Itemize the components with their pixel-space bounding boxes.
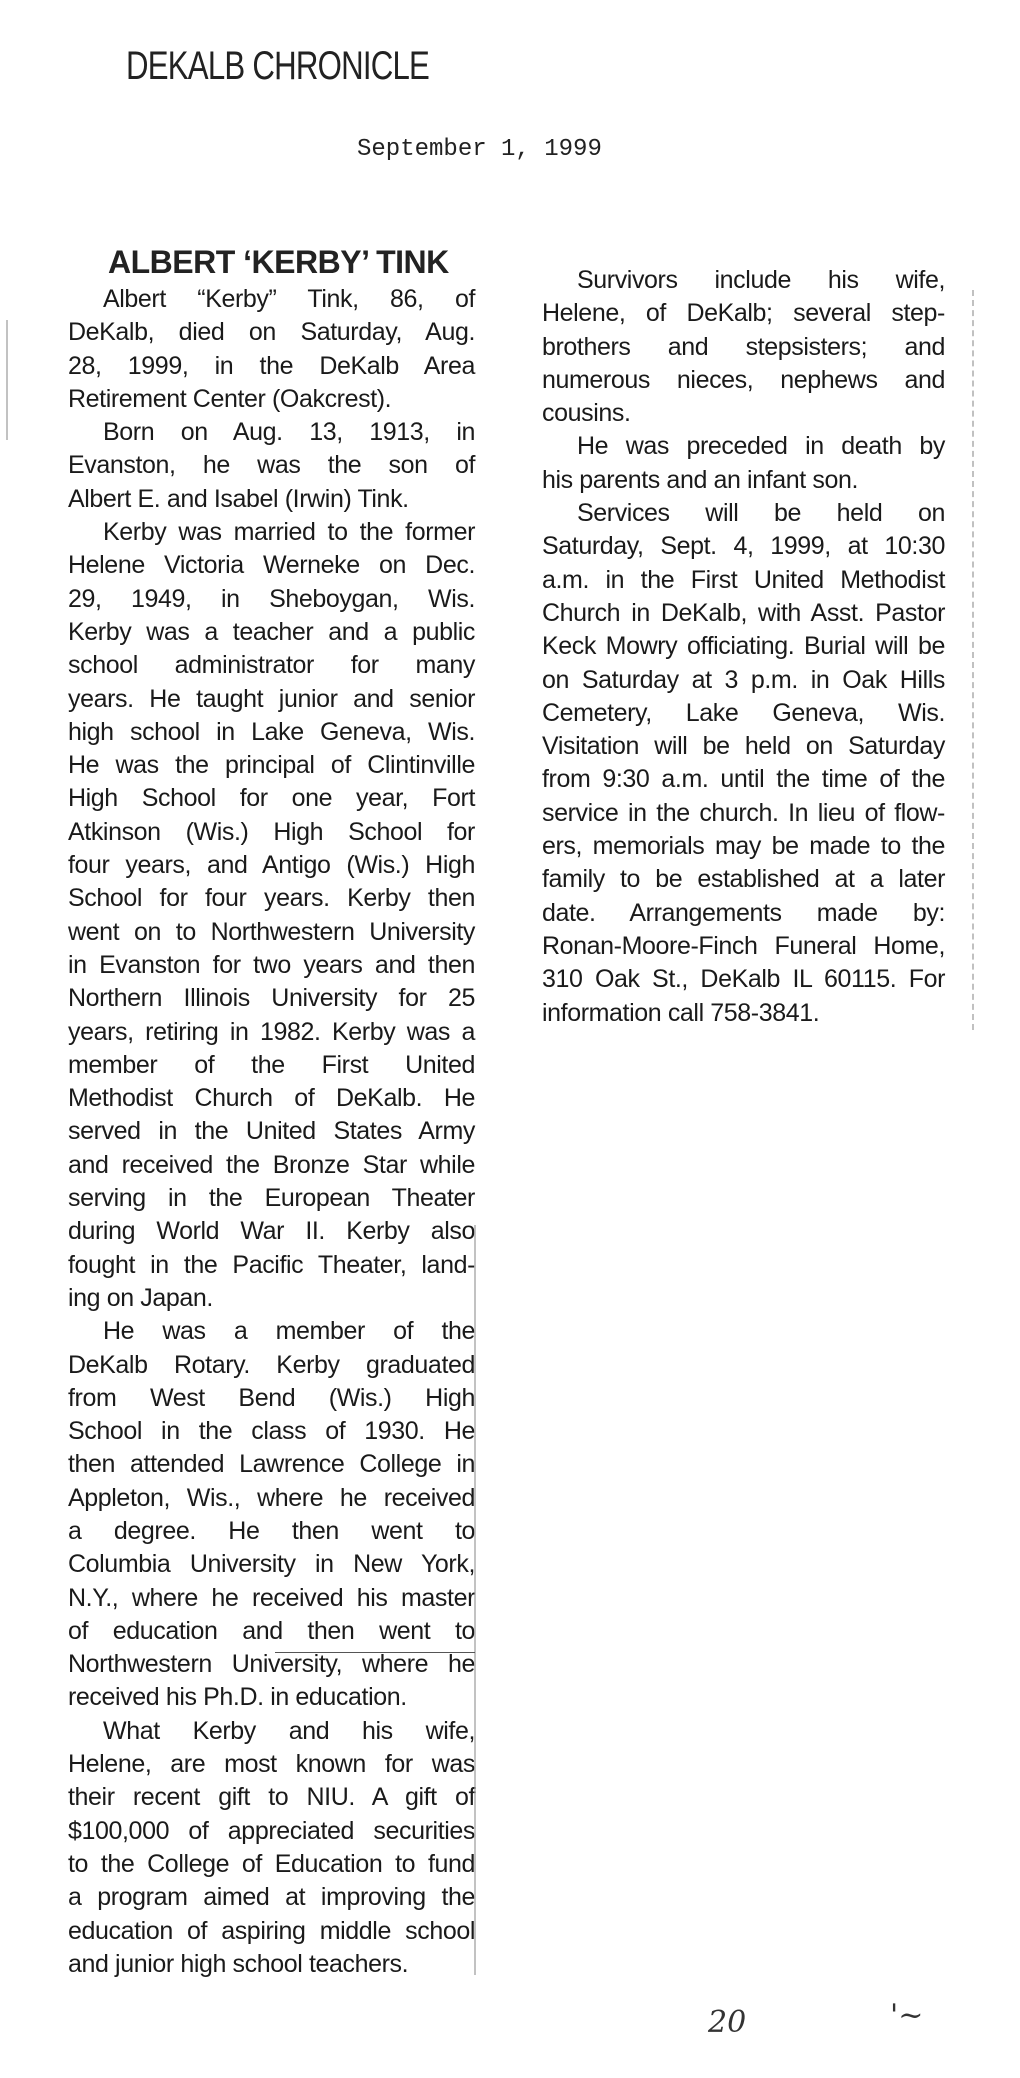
text-line: Saturday, Sept. 4, 1999, at 10:30 [542,532,945,561]
text-line: service in the church. In lieu of flow- [542,798,945,827]
text-line: He was a member of the [103,1317,475,1346]
text-line: ers, memorials may be made to the [542,832,945,861]
text-line: Northwestern University, where he [68,1650,475,1679]
text-line: Northern Illinois University for 25 [68,984,475,1013]
handwritten-mark: '~ [890,1998,924,2033]
text-line: Kerby was a teacher and a public [68,617,475,646]
newspaper-masthead: DEKALB CHRONICLE [126,44,430,88]
text-line: Survivors include his wife, [577,266,945,294]
text-line: and junior high school teachers. [68,1949,409,1978]
text-line: Church in DeKalb, with Asst. Pastor [542,598,945,627]
text-line: School in the class of 1930. He [68,1417,475,1446]
text-line: a program aimed at improving the [68,1883,475,1912]
text-line: cousins. [542,399,631,428]
text-line: Evanston, he was the son of [68,451,475,480]
text-line: then attended Lawrence College in [68,1450,475,1479]
text-line: Keck Mowry officiating. Burial will be [542,632,945,661]
text-line: years, retiring in 1982. Kerby was a [68,1017,475,1046]
text-line: member of the First United [68,1050,475,1079]
obituary-column-right [542,264,945,1030]
clipping-date: September 1, 1999 [357,136,602,163]
text-line: Cemetery, Lake Geneva, Wis. [542,698,945,727]
text-line: Helene, of DeKalb; several step- [542,299,945,328]
text-line: years. He taught junior and senior [68,684,475,713]
text-line: received his Ph.D. in education. [68,1683,407,1712]
text-line: DeKalb, died on Saturday, Aug. [68,318,475,347]
scan-edge-mark [6,320,8,440]
text-line: Methodist Church of DeKalb. He [68,1084,475,1113]
obituary-column-left [68,283,475,1981]
text-line: from 9:30 a.m. until the time of the [542,765,945,794]
text-line: Columbia University in New York, [68,1550,475,1579]
text-line: Helene Victoria Werneke on Dec. [68,551,475,580]
text-line: their recent gift to NIU. A gift of [68,1783,475,1812]
text-line: went on to Northwestern University [68,917,475,946]
text-line: date. Arrangements made by: [542,898,945,927]
text-line: Kerby was married to the former [103,518,475,547]
text-line: served in the United States Army [68,1117,475,1146]
text-line: in Evanston for two years and then [68,950,475,979]
text-line: N.Y., where he received his master [68,1583,475,1612]
obituary-headline: ALBERT ‘KERBY’ TINK [108,244,449,280]
text-line: fought in the Pacific Theater, land- [68,1250,475,1279]
text-line: a degree. He then went to [68,1516,475,1545]
text-line: serving in the European Theater [68,1184,475,1213]
text-line: $100,000 of appreciated securities [68,1816,475,1845]
text-line: to the College of Education to fund [68,1849,475,1878]
text-line: Retirement Center (Oakcrest). [68,384,392,413]
text-line: Appleton, Wis., where he received [68,1483,475,1512]
text-line: brothers and stepsisters; and [542,332,945,361]
text-line: and received the Bronze Star while [68,1150,475,1179]
text-line: 29, 1949, in Sheboygan, Wis. [68,584,475,613]
text-line: Helene, are most known for was [68,1750,475,1779]
text-line: Albert “Kerby” Tink, 86, of [103,285,475,313]
text-line: 310 Oak St., DeKalb IL 60115. For [542,965,945,994]
text-line: Ronan-Moore-Finch Funeral Home, [542,931,945,960]
text-line: numerous nieces, nephews and [542,365,945,394]
text-line: He was preceded in death by [577,432,945,461]
text-line: from West Bend (Wis.) High [68,1383,475,1412]
text-line: He was the principal of Clintinville [68,751,475,780]
text-line: information call 758-3841. [542,998,820,1027]
pen-underline [275,1652,475,1653]
text-line: Atkinson (Wis.) High School for [68,817,475,846]
text-line: education of aspiring middle school [68,1916,475,1945]
text-line: Services will be held on [577,499,945,528]
text-line: DeKalb Rotary. Kerby graduated [68,1350,475,1379]
text-line: his parents and an infant son. [542,465,859,494]
text-line: School for four years. Kerby then [68,884,475,913]
text-line: Visitation will be held on Saturday [542,732,945,761]
text-line: 28, 1999, in the DeKalb Area [68,351,475,380]
text-line: during World War II. Kerby also [68,1217,475,1246]
text-line: four years, and Antigo (Wis.) High [68,851,475,880]
text-line: What Kerby and his wife, [103,1716,475,1745]
column-rule [474,1225,476,1975]
handwritten-page-number: 20 [708,2005,747,2040]
text-line: school administrator for many [68,651,475,680]
text-line: ing on Japan. [68,1283,213,1312]
text-line: on Saturday at 3 p.m. in Oak Hills [542,665,945,694]
text-line: a.m. in the First United Methodist [542,565,945,594]
text-line: High School for one year, Fort [68,784,475,813]
scan-edge-mark [972,290,974,1030]
text-line: of education and then went to [68,1616,475,1645]
text-line: Born on Aug. 13, 1913, in [103,418,475,447]
text-line: high school in Lake Geneva, Wis. [68,717,475,746]
text-line: Albert E. and Isabel (Irwin) Tink. [68,484,409,513]
text-line: family to be established at a later [542,865,945,894]
